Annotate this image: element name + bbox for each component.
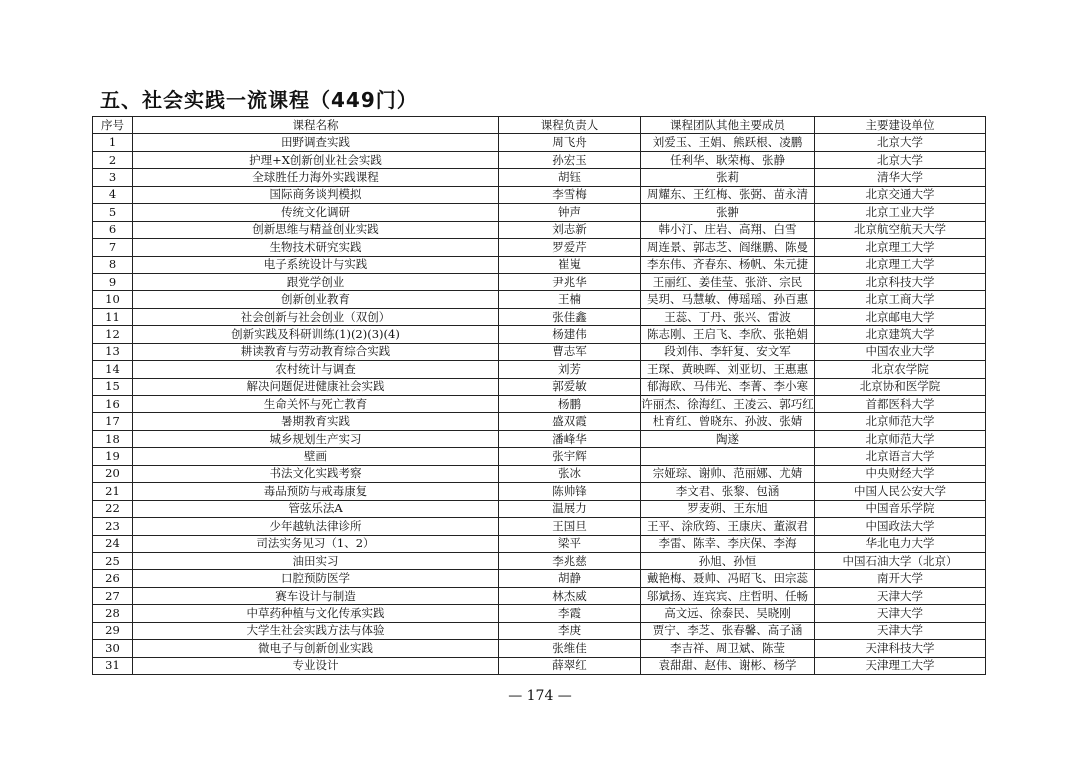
table-row	[93, 291, 986, 308]
cell-institution: 北京师范大学	[815, 413, 986, 430]
cell-team-members: 高文远、徐泰民、吴晓刚	[641, 605, 815, 622]
cell-index: 8	[93, 256, 133, 273]
cell-institution: 南开大学	[815, 570, 986, 587]
cell-course-lead: 潘峰华	[499, 430, 641, 447]
cell-index: 1	[93, 134, 133, 151]
cell-institution: 北京交通大学	[815, 186, 986, 203]
table-row	[93, 587, 986, 604]
cell-institution: 北京工业大学	[815, 204, 986, 221]
table-row	[93, 605, 986, 622]
cell-course-lead: 周飞舟	[499, 134, 641, 151]
table-row	[93, 326, 986, 343]
table-row	[93, 518, 986, 535]
cell-index: 19	[93, 448, 133, 465]
cell-team-members: 李雷、陈幸、李庆保、李海	[641, 535, 815, 552]
cell-institution: 中央财经大学	[815, 465, 986, 482]
cell-institution: 北京工商大学	[815, 291, 986, 308]
table-row	[93, 500, 986, 517]
cell-course-name: 专业设计	[133, 657, 499, 674]
cell-team-members: 李吉祥、周卫斌、陈莹	[641, 640, 815, 657]
table-body	[93, 134, 986, 675]
cell-index: 27	[93, 587, 133, 604]
cell-institution: 天津大学	[815, 587, 986, 604]
cell-course-name: 传统文化调研	[133, 204, 499, 221]
cell-course-name: 油田实习	[133, 552, 499, 569]
cell-course-name: 生物技术研究实践	[133, 239, 499, 256]
cell-course-lead: 胡静	[499, 570, 641, 587]
table-row	[93, 256, 986, 273]
cell-team-members: 贾宁、李芝、张春馨、高子涵	[641, 622, 815, 639]
cell-index: 3	[93, 169, 133, 186]
cell-course-name: 大学生社会实践方法与体验	[133, 622, 499, 639]
cell-course-name: 跟党学创业	[133, 273, 499, 290]
cell-course-lead: 钟声	[499, 204, 641, 221]
cell-course-name: 创新思维与精益创业实践	[133, 221, 499, 238]
cell-team-members: 孙旭、孙恒	[641, 552, 815, 569]
cell-course-lead: 李兆慈	[499, 552, 641, 569]
cell-index: 11	[93, 308, 133, 325]
table-row	[93, 448, 986, 465]
cell-index: 18	[93, 430, 133, 447]
cell-institution: 北京大学	[815, 151, 986, 168]
table-row	[93, 657, 986, 674]
cell-institution: 北京师范大学	[815, 430, 986, 447]
cell-team-members: 王蕊、丁丹、张兴、雷波	[641, 308, 815, 325]
cell-index: 24	[93, 535, 133, 552]
cell-course-name: 电子系统设计与实践	[133, 256, 499, 273]
table-row	[93, 343, 986, 360]
cell-institution: 中国政法大学	[815, 518, 986, 535]
cell-index: 29	[93, 622, 133, 639]
cell-course-lead: 梁平	[499, 535, 641, 552]
cell-course-name: 田野调查实践	[133, 134, 499, 151]
table-row	[93, 483, 986, 500]
table-row	[93, 622, 986, 639]
cell-index: 5	[93, 204, 133, 221]
cell-team-members: 邬斌扬、连宾宾、庄哲明、任畅	[641, 587, 815, 604]
cell-institution: 清华大学	[815, 169, 986, 186]
table-row	[93, 273, 986, 290]
table-row	[93, 169, 986, 186]
cell-index: 21	[93, 483, 133, 500]
cell-institution: 北京理工大学	[815, 239, 986, 256]
cell-institution: 中国音乐学院	[815, 500, 986, 517]
cell-team-members: 任利华、耿荣梅、张静	[641, 151, 815, 168]
table-row	[93, 134, 986, 151]
cell-team-members: 韩小汀、庄岩、高翔、白雪	[641, 221, 815, 238]
table-header-row	[93, 117, 986, 134]
cell-team-members: 李文君、张黎、包涵	[641, 483, 815, 500]
cell-institution: 中国农业大学	[815, 343, 986, 360]
cell-institution: 北京语言大学	[815, 448, 986, 465]
cell-course-lead: 王楠	[499, 291, 641, 308]
cell-institution: 北京农学院	[815, 361, 986, 378]
cell-course-lead: 孙宏玉	[499, 151, 641, 168]
cell-course-name: 暑期教育实践	[133, 413, 499, 430]
table-row	[93, 308, 986, 325]
cell-course-lead: 刘志新	[499, 221, 641, 238]
cell-team-members: 杜育红、曾晓东、孙波、张婧	[641, 413, 815, 430]
cell-team-members: 郁海欧、马伟光、李菁、李小寒	[641, 378, 815, 395]
cell-course-lead: 李雪梅	[499, 186, 641, 203]
cell-course-name: 全球胜任力海外实践课程	[133, 169, 499, 186]
cell-institution: 北京航空航天大学	[815, 221, 986, 238]
cell-course-lead: 胡钰	[499, 169, 641, 186]
table-row	[93, 239, 986, 256]
cell-course-name: 壁画	[133, 448, 499, 465]
cell-course-lead: 杨鹏	[499, 396, 641, 413]
cell-course-name: 中草药种植与文化传承实践	[133, 605, 499, 622]
table-row	[93, 204, 986, 221]
section-title: 五、社会实践一流课程（449门）	[100, 88, 418, 112]
cell-course-lead: 曹志军	[499, 343, 641, 360]
table-row	[93, 186, 986, 203]
table-row	[93, 535, 986, 552]
cell-index: 17	[93, 413, 133, 430]
cell-team-members: 周连景、郭志芝、阎继鹏、陈曼	[641, 239, 815, 256]
cell-course-name: 管弦乐法A	[133, 500, 499, 517]
cell-course-name: 创新实践及科研训练(1)(2)(3)(4)	[133, 326, 499, 343]
table-row	[93, 396, 986, 413]
cell-institution: 北京大学	[815, 134, 986, 151]
cell-course-lead: 王国旦	[499, 518, 641, 535]
cell-team-members: 张翀	[641, 204, 815, 221]
cell-index: 10	[93, 291, 133, 308]
cell-index: 23	[93, 518, 133, 535]
cell-team-members: 吴玥、马慧敏、傅瑶瑶、孙百惠	[641, 291, 815, 308]
cell-course-lead: 薛翠红	[499, 657, 641, 674]
cell-index: 13	[93, 343, 133, 360]
cell-course-lead: 张佳鑫	[499, 308, 641, 325]
cell-institution: 北京科技大学	[815, 273, 986, 290]
page-number: — 174 —	[508, 688, 572, 704]
cell-team-members: 陶遂	[641, 430, 815, 447]
cell-course-lead: 李庚	[499, 622, 641, 639]
cell-course-name: 毒品预防与戒毒康复	[133, 483, 499, 500]
cell-index: 7	[93, 239, 133, 256]
cell-course-lead: 张冰	[499, 465, 641, 482]
cell-index: 25	[93, 552, 133, 569]
table-row	[93, 552, 986, 569]
table-row	[93, 378, 986, 395]
table-row	[93, 640, 986, 657]
cell-team-members: 段刘伟、李轩复、安文军	[641, 343, 815, 360]
header-index: 序号	[93, 117, 133, 134]
header-course-lead: 课程负责人	[499, 117, 641, 134]
cell-course-name: 解决问题促进健康社会实践	[133, 378, 499, 395]
cell-index: 22	[93, 500, 133, 517]
cell-team-members: 王丽红、姜佳莹、张浒、宗民	[641, 273, 815, 290]
cell-team-members: 罗麦朔、王东旭	[641, 500, 815, 517]
cell-course-lead: 李霞	[499, 605, 641, 622]
cell-institution: 天津大学	[815, 622, 986, 639]
cell-index: 16	[93, 396, 133, 413]
table-row	[93, 361, 986, 378]
cell-team-members: 宗娅琮、谢帅、范丽娜、尤婧	[641, 465, 815, 482]
cell-index: 2	[93, 151, 133, 168]
cell-course-lead: 张宇辉	[499, 448, 641, 465]
cell-index: 9	[93, 273, 133, 290]
table-row	[93, 430, 986, 447]
header-team-members: 课程团队其他主要成员	[641, 117, 815, 134]
cell-course-name: 赛车设计与制造	[133, 587, 499, 604]
table-row	[93, 151, 986, 168]
cell-index: 15	[93, 378, 133, 395]
header-course-name: 课程名称	[133, 117, 499, 134]
cell-course-lead: 尹兆华	[499, 273, 641, 290]
cell-institution: 北京理工大学	[815, 256, 986, 273]
cell-index: 14	[93, 361, 133, 378]
cell-index: 28	[93, 605, 133, 622]
cell-course-name: 农村统计与调查	[133, 361, 499, 378]
cell-course-name: 创新创业教育	[133, 291, 499, 308]
table-row	[93, 221, 986, 238]
cell-course-lead: 崔嵬	[499, 256, 641, 273]
cell-course-lead: 罗爱芹	[499, 239, 641, 256]
cell-index: 4	[93, 186, 133, 203]
cell-team-members: 王琛、黄映晖、刘亚切、王惠惠	[641, 361, 815, 378]
cell-course-lead: 林杰威	[499, 587, 641, 604]
cell-team-members: 许丽杰、徐海红、王凌云、郭巧红	[641, 396, 815, 413]
cell-institution: 北京建筑大学	[815, 326, 986, 343]
cell-institution: 北京协和医学院	[815, 378, 986, 395]
cell-index: 6	[93, 221, 133, 238]
cell-team-members: 刘爱玉、王娟、熊跃根、凌鹏	[641, 134, 815, 151]
cell-course-name: 少年越轨法律诊所	[133, 518, 499, 535]
cell-course-name: 生命关怀与死亡教育	[133, 396, 499, 413]
cell-institution: 华北电力大学	[815, 535, 986, 552]
cell-team-members: 周耀东、王红梅、张弼、苗永清	[641, 186, 815, 203]
cell-institution: 天津理工大学	[815, 657, 986, 674]
cell-institution: 中国石油大学（北京）	[815, 552, 986, 569]
cell-institution: 天津大学	[815, 605, 986, 622]
table-row	[93, 413, 986, 430]
cell-course-name: 口腔预防医学	[133, 570, 499, 587]
cell-team-members: 张莉	[641, 169, 815, 186]
cell-team-members: 李东伟、齐春东、杨帆、朱元捷	[641, 256, 815, 273]
cell-course-lead: 陈帅锋	[499, 483, 641, 500]
cell-course-lead: 刘芳	[499, 361, 641, 378]
course-table	[92, 116, 986, 675]
cell-course-name: 国际商务谈判模拟	[133, 186, 499, 203]
cell-index: 30	[93, 640, 133, 657]
cell-course-lead: 温展力	[499, 500, 641, 517]
table-row	[93, 465, 986, 482]
table-row	[93, 570, 986, 587]
cell-course-name: 微电子与创新创业实践	[133, 640, 499, 657]
cell-team-members	[641, 448, 815, 465]
cell-course-lead: 杨建伟	[499, 326, 641, 343]
cell-course-lead: 张维佳	[499, 640, 641, 657]
cell-institution: 中国人民公安大学	[815, 483, 986, 500]
cell-course-name: 护理+X创新创业社会实践	[133, 151, 499, 168]
cell-course-name: 司法实务见习（1、2）	[133, 535, 499, 552]
cell-course-name: 城乡规划生产实习	[133, 430, 499, 447]
cell-team-members: 陈志刚、王启飞、李欣、张艳娟	[641, 326, 815, 343]
cell-index: 26	[93, 570, 133, 587]
cell-institution: 天津科技大学	[815, 640, 986, 657]
cell-course-lead: 盛双霞	[499, 413, 641, 430]
cell-institution: 首都医科大学	[815, 396, 986, 413]
cell-team-members: 袁甜甜、赵伟、谢彬、杨学	[641, 657, 815, 674]
cell-team-members: 王平、涂欣筠、王康庆、董淑君	[641, 518, 815, 535]
cell-team-members: 戴艳梅、聂帅、冯昭飞、田宗蕊	[641, 570, 815, 587]
cell-course-name: 耕读教育与劳动教育综合实践	[133, 343, 499, 360]
cell-index: 12	[93, 326, 133, 343]
cell-institution: 北京邮电大学	[815, 308, 986, 325]
cell-course-name: 书法文化实践考察	[133, 465, 499, 482]
cell-course-name: 社会创新与社会创业（双创）	[133, 308, 499, 325]
cell-course-lead: 郭爱敏	[499, 378, 641, 395]
cell-index: 31	[93, 657, 133, 674]
header-institution: 主要建设单位	[815, 117, 986, 134]
cell-index: 20	[93, 465, 133, 482]
